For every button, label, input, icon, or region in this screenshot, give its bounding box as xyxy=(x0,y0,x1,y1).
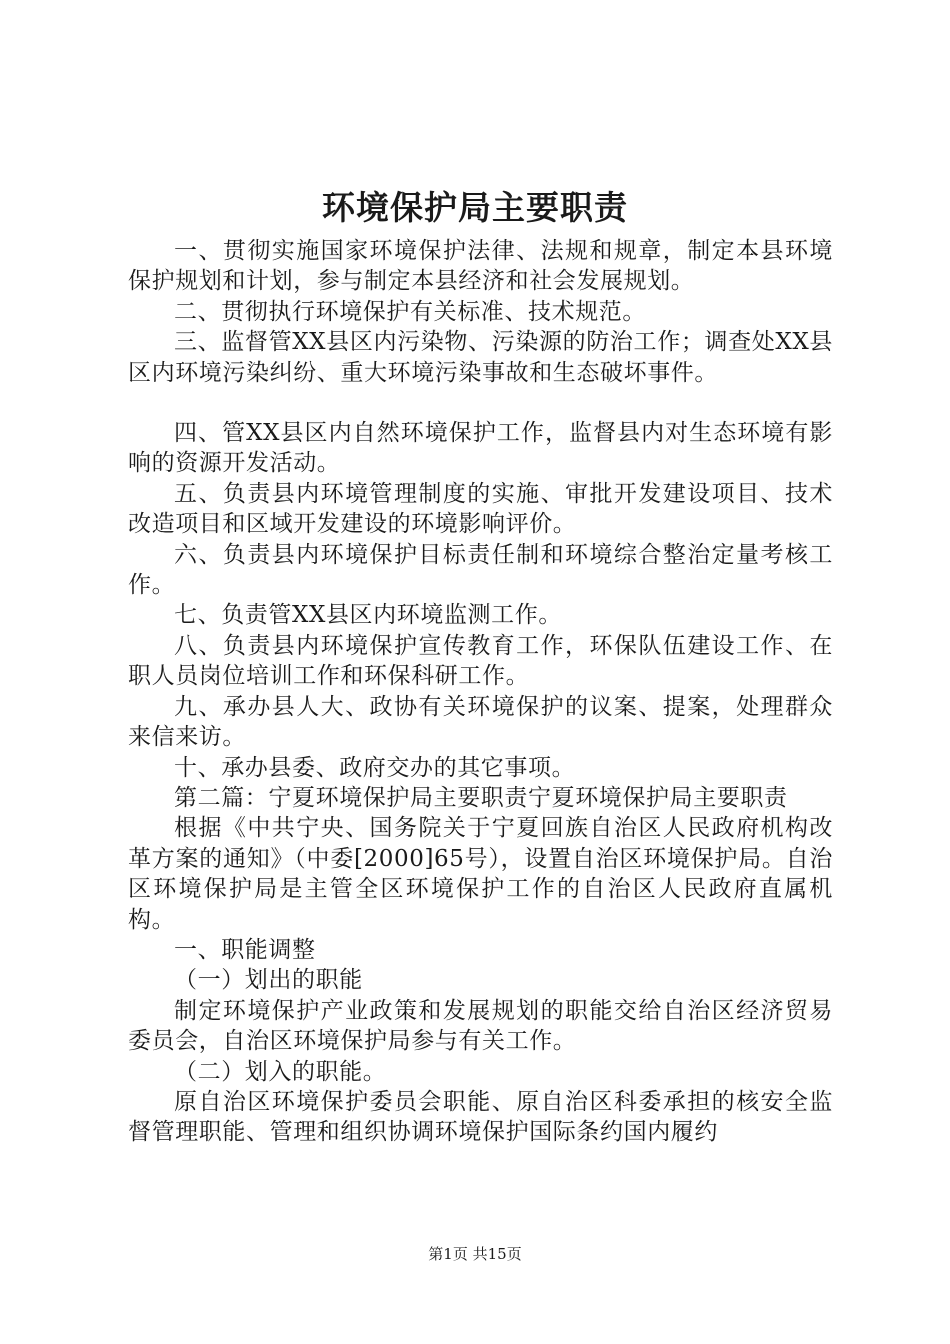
paragraph: 四、管XX县区内自然环境保护工作，监督县内对生态环境有影响的资源开发活动。 xyxy=(128,420,833,477)
paragraph: 六、负责县内环境保护目标责任制和环境综合整治定量考核工作。 xyxy=(128,541,833,599)
paragraph: 制定环境保护产业政策和发展规划的职能交给自治区经济贸易委员会，自治区环境保护局参与有关工作。 xyxy=(128,997,833,1055)
paragraph: 三、监督管XX县区内污染物、污染源的防治工作；调查处XX县区内环境污染纠纷、重大环境污染事故和生态破坏事件。 xyxy=(128,329,833,386)
paragraph: 十、承办县委、政府交办的其它事项。 xyxy=(174,754,576,781)
paragraph: 九、承办县人大、政协有关环境保护的议案、提案，处理群众来信来访。 xyxy=(128,693,833,751)
paragraph: 五、负责县内环境管理制度的实施、审批开发建设项目、技术改造项目和区域开发建设的环境影响评价。 xyxy=(128,480,833,538)
paragraph: 八、负责县内环境保护宣传教育工作，环保队伍建设工作、在职人员岗位培训工作和环保科研工作。 xyxy=(128,632,833,690)
paragraph: 一、职能调整 xyxy=(174,936,316,963)
section-heading: 第二篇：宁夏环境保护局主要职责宁夏环境保护局主要职责 xyxy=(174,784,788,811)
document-body xyxy=(128,236,833,1148)
paragraph: （一）划出的职能 xyxy=(174,967,363,994)
paragraph: 原自治区环境保护委员会职能、原自治区科委承担的核安全监督管理职能、管理和组织协调环境保护国际条约国内履约 xyxy=(128,1088,833,1146)
paragraph: 一、贯彻实施国家环境保护法律、法规和规章，制定本县环境保护规划和计划，参与制定本县经济和社会发展规划。 xyxy=(128,238,833,295)
paragraph: 七、负责管XX县区内环境监测工作。 xyxy=(174,602,562,629)
page-footer: 第1页 共15页 xyxy=(428,1245,522,1263)
paragraph: 根据《中共宁央、国务院关于宁夏回族自治区人民政府机构改革方案的通知》（中委[2000]65号），设置自治区环境保护局。自治区环境保护局是主管全区环境保护工作的自治区人民政府直属机构。 xyxy=(128,815,833,933)
document-title: 环境保护局主要职责 xyxy=(322,188,628,227)
paragraph: （二）划入的职能。 xyxy=(174,1058,387,1085)
paragraph: 二、贯彻执行环境保护有关标准、技术规范。 xyxy=(174,298,646,325)
